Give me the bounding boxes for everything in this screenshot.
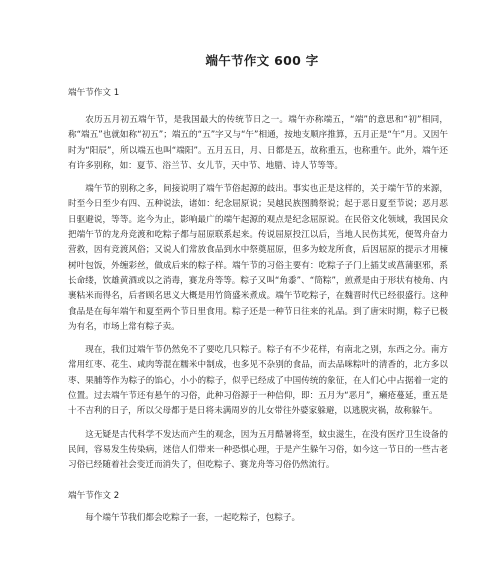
document-page bbox=[0, 53, 500, 570]
section-label-1: 端午节作文 1 bbox=[68, 88, 120, 98]
paragraph: 现在，我们过端午节仍然免不了要吃几只粽子。粽子有不少花样，有南北之别，东西之分。南方常用红枣、花生、咸肉等混在糯米中制成，也多见不杂别的食品，而去品咪粽叶的清香的，北方多以枣、果脯等作为粽子的馅心，小小的粽子，似乎已经成了中国传统的象征，在人们心中占据着一定的位置。过去端午节还有悬午的习俗，此种习俗源于一种信仰，即：五月为“恶月”，癞疮蔓延，重五是十不吉利的日子，所以父母都于是日将未满周岁的儿女带往外婆家躲避，以逃脱灾祸，故称躲午。 bbox=[68, 345, 449, 417]
paragraph: 农历五月初五端午节，是我国最大的传统节日之一。端午亦称端五，“端”的意思和“初”相同，称“端五”也就如称“初五”；端五的“五”字又与“午”相通，按地支顺序推算，五月正是“午”月。又因午时为“阳辰”，所以端五也叫“端阳”。五月五日，月、日都是五，故称重五，也称重午。此外，端午还有许多别称，如：夏节、浴兰节、女儿节，天中节、地腊、诗人节等等。 bbox=[68, 115, 448, 171]
paragraph: 端午节的别称之多，间接说明了端午节俗起源的歧出。事实也正是这样的，关于端午节的来源，时至今日至少有四、五种说法，诸如：纪念屈原说；吴越民族图腾祭说；起于恶日夏至节说；恶月恶日驱避说，等等。迄今为止，影响最广的端午起源的观点是纪念屈原说。在民俗文化领域，我国民众把端午节的龙舟竞渡和吃粽子都与屈原联系起来。传说屈原投江以后，当地人民伤其死，便驾舟奋力营救，因有竞渡风俗；又说人们常放食品到水中祭奠屈原，但多为蛟龙所食，后因屈原的提示才用楝树叶包饭，外缠彩丝，做成后来的粽子样。端午节的习俗主要有：吃粽子子门上插艾或菖蒲驱邪，系长命缕，饮雄黄酒或以之消毒，赛龙舟等等。粽子又叫“角黍”、“筒粽”，煎煮是由于形状有棱角、内裹粘米而得名，后者顾名思义大概是用竹筒盛米煮成。端午节吃粽子，在魏晋时代已经很盛行。这种食品是在每年端午和夏至两个节日里食用。粽子还是一种节日往来的礼品。到了唐宋时期，粽子已极为有名，市场上常有粽子卖。 bbox=[68, 184, 448, 332]
document-title: 端午节作文 600 字 bbox=[205, 53, 319, 68]
section-label-2: 端午节作文 2 bbox=[68, 490, 120, 501]
paragraph: 每个端午节我们都会吃粽子一套，一起吃粽子，包粽子。 bbox=[85, 512, 301, 523]
paragraph: 这无疑是古代科学不发达而产生的观念，因为五月酷暑将至，蚊虫滋生，在没有医疗卫生设备的民间，容易发生传染病，迷信人们带来一种恐惧心理，于是产生躲午习俗，如今这一节日的一些古老习俗已经随着社会变迁而消失了，但吃粽子、赛龙舟等习俗仍然流行。 bbox=[68, 429, 448, 471]
